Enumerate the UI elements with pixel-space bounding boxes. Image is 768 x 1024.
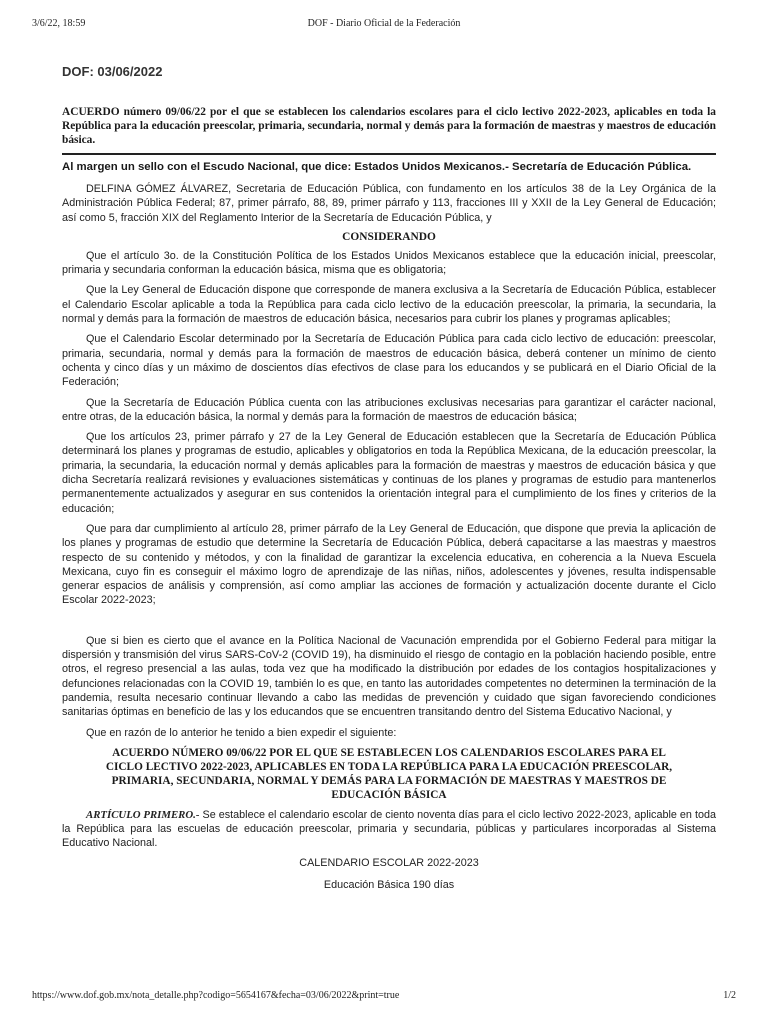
page-url: https://www.dof.gob.mx/nota_detalle.php?codigo=5654167&fecha=03/06/2022&print=true [32,990,400,1001]
intro-paragraph: DELFINA GÓMEZ ÁLVAREZ, Secretaria de Educación Pública, con fundamento en los artículos 38 de la Ley Orgánica de la Administración Pública Federal; 87, primer párrafo, 88, 89, primer párrafo y 113, fracciones III y XXII de la Ley General de Educación; así como 5, fracción XIX del Reglamento Interior de la Secretaría de Educación Pública, y [62,183,716,224]
document-title [62,105,716,155]
print-footer [32,990,736,1004]
considerando-paragraph: Que los artículos 23, primer párrafo y 27 de la Ley General de Educación establecen que la Secretaría de Educación Pública determinará los planes y programas de estudio, aplicables y obligatorios en toda la República Mexicana, de la educación preescolar, la primaria, la secundaria, la educación normal y demás aplicables para la formación de maestras y maestros de educación básica y que dicha Secretaría realizará revisiones y evaluaciones sistemáticas y continuas de los planes y programas de estudio para mantenerlos permanentemente actualizados y asegurar en sus contenidos la orientación integral para el cumplimiento de los fines y criterios de la educación; [62,431,716,515]
article-primero [62,808,716,851]
print-header [32,18,736,32]
covid-paragraph: Que si bien es cierto que el avance en la Política Nacional de Vacunación emprendida por el Gobierno Federal para mitigar la dispersión y transmisión del virus SARS-CoV-2 (COVID 19), ha disminuido el riesgo de contagio en la población haciendo posible, entre otros, el regreso presencial a las aulas, toda vez que ha modificado la distribución por edades de los contagios hospitalizaciones y defunciones relacionadas con la COVID 19, también lo es que, en tanto las autoridades competentes no determinen la terminación de la pandemia, resulta necesario continuar llevando a cabo las medidas de prevención y cuidado que sigan favoreciendo condiciones sanitarias óptimas en beneficio de las y los educandos que se encuentren transitando dentro del Sistema Educativo Nacional, y [62,634,716,719]
title-rest: número 09/06/22 por el que se establecen los calendarios escolares para el ciclo lectivo 2022-2023, aplicables en toda la República para la educación preescolar, primaria, secundaria, normal y demás para la formación de maestras y maestros de educación básica. [62,106,716,146]
considerando-paragraph: Que para dar cumplimiento al artículo 28, primer párrafo de la Ley General de Educación, que dispone que previa la aplicación de los planes y programas de estudio que determine la Secretaría de Educación Pública, deberá capacitarse a las maestras y maestros respecto de su contenido y métodos, y con la finalidad de garantizar la excelencia educativa, en coherencia a la Nueva Escuela Mexicana, cuyo fin es conseguir el máximo logro de aprendizaje de las niñas, niños, adolescentes y jóvenes, resulta indispensable generar espacios de análisis y comprensión, así como ampliar las acciones de formación y actualización docente durante el Ciclo Escolar 2022-2023; [62,522,716,607]
considerando-heading: CONSIDERANDO [342,230,436,243]
closing-intro: Que en razón de lo anterior he tenido a bien expedir el siguiente: [86,726,397,739]
title-lead: ACUERDO [62,106,120,118]
spacer [62,614,716,634]
considerando-paragraph: Que la Ley General de Educación dispone que corresponde de manera exclusiva a la Secretaría de Educación Pública, establecer el Calendario Escolar aplicable a toda la República para cada ciclo lectivo de la educación preescolar, la primaria, la secundaria, la normal y demás para la formación de maestros de educación básica, necesarios para cubrir los planes y programas aplicables; [62,284,716,326]
page-number: 1/2 [723,990,736,1001]
calendar-subtitle: Educación Básica 190 días [323,878,455,891]
considerando-paragraph: Que el artículo 3o. de la Constitución Política de los Estados Unidos Mexicanos establece que la educación inicial, preescolar, primaria y secundaria conforman la educación básica, misma que es obligatoria; [62,249,716,277]
document-body [62,64,716,901]
publication-date: DOF: 03/06/2022 [62,64,163,79]
acuerdo-heading: ACUERDO NÚMERO 09/06/22 POR EL QUE SE ESTABLECEN LOS CALENDARIOS ESCOLARES PARA EL CICLO LECTIVO 2022-2023, APLICABLES EN TODA LA REPÚBLICA PARA LA EDUCACIÓN PREESCOLAR, PRIMARIA, SECUNDARIA, NORMAL Y DEMÁS PARA LA FORMACIÓN DE MAESTRAS Y MAESTROS DE EDUCACIÓN BÁSICA [105,746,673,801]
article-label: ARTÍCULO PRIMERO.- [86,808,200,821]
considerando-paragraph: Que el Calendario Escolar determinado por la Secretaría de Educación Pública para cada ciclo lectivo de educación: preescolar, primaria, secundaria, normal y demás para la formación de maestros de educación básica, deberá contener un mínimo de ciento ochenta y cinco días y un máximo de doscientos días efectivos de clase para los educandos y se publicará en el Diario Oficial de la Federación; [62,333,716,389]
print-datetime: 3/6/22, 18:59 [32,18,86,29]
considerando-paragraph: Que la Secretaría de Educación Pública cuenta con las atribuciones exclusivas necesarias para garantizar el carácter nacional, entre otras, de la educación básica, la normal y demás para la formación de maestros de educación básica; [62,396,716,423]
article-text: Se establece el calendario escolar de ciento noventa días para el ciclo lectivo 2022-2023, aplicable en toda la República para las escuelas de educación preescolar, primaria y secundaria, públicas y particulares incorporadas al Sistema Educativo Nacional. [62,808,717,850]
margin-note: Al margen un sello con el Escudo Nacional, que dice: Estados Unidos Mexicanos.- Secretaría de Educación Pública. [62,161,692,173]
calendar-title: CALENDARIO ESCOLAR 2022-2023 [299,856,479,869]
print-page-title: DOF - Diario Oficial de la Federación [307,18,461,29]
